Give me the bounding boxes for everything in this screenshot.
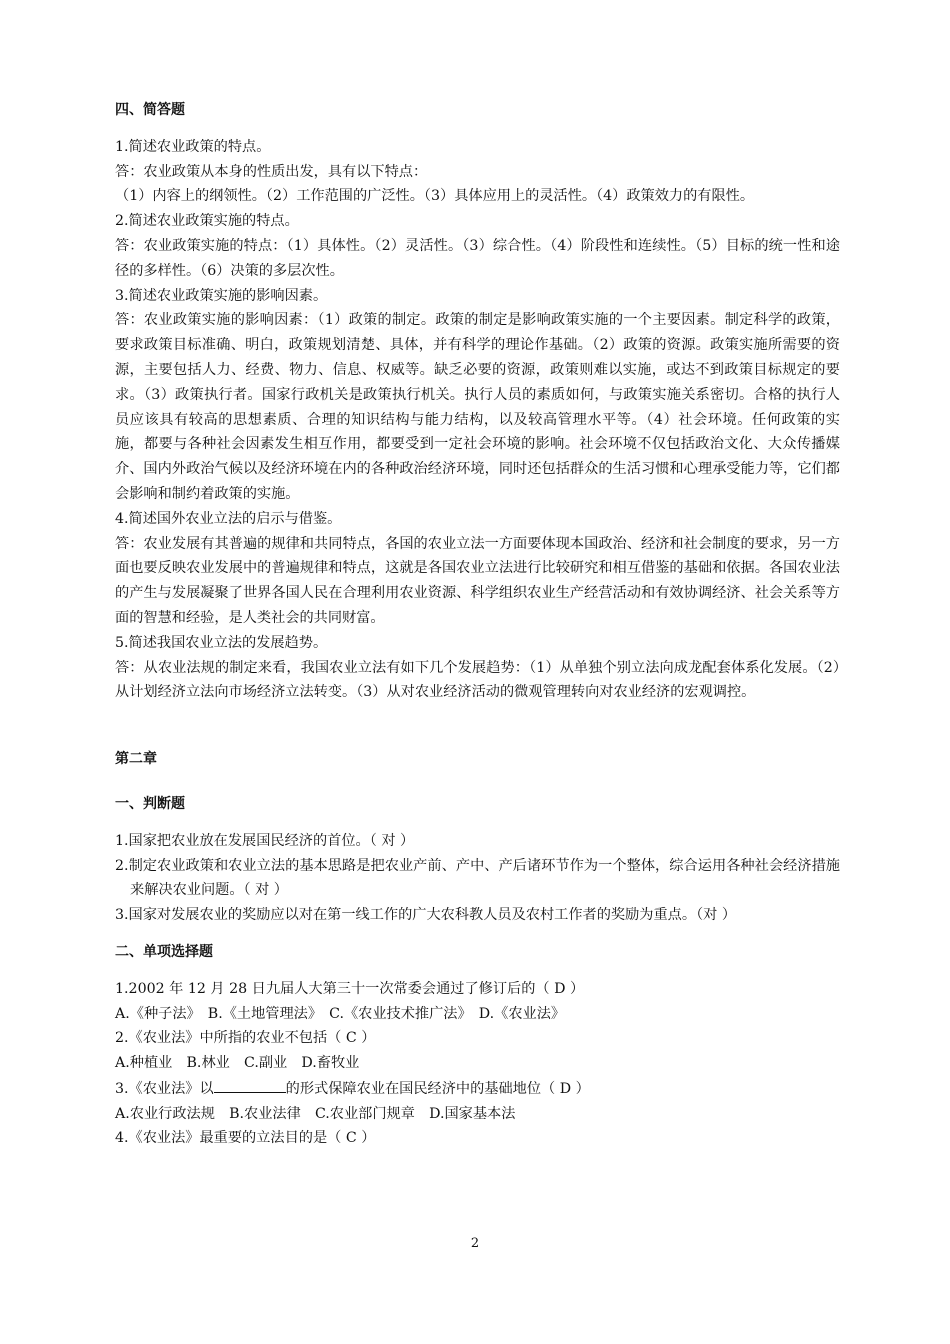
fill-in-blank: [214, 1076, 286, 1093]
answer-3: 答：农业政策实施的影响因素：（1）政策的制定。政策的制定是影响政策实施的一个主要因素。制定科学的政策，要求政策目标准确、明白，政策规划清楚、具体，并有科学的理论作基础。（2）政策的资源。政策实施所需要的资源，主要包括人力、经费、物力、信息、权威等。缺乏必要的资源，政策则难以实施，或达不到政策目标规定的要求。（3）政策执行者。国家行政机关是政策执行机关。执行人员的素质如何，与政策实施关系密切。合格的执行人员应该具有较高的思想素质、合理的知识结构与能力结构，以及较高管理水平等。（4）社会环境。任何政策的实施，都要与各种社会因素发生相互作用，都要受到一定社会环境的影响。社会环境不仅包括政治文化、大众传播媒介、国内外政治气候以及经济环境在内的各种政治经济环境，同时还包括群众的生活习惯和心理承受能力等，它们都会影响和制约着政策的实施。: [115, 312, 840, 502]
choice-question-1: 1.2002 年 12 月 28 日九届人大第三十一次常委会通过了修订后的（ D ）: [115, 980, 585, 997]
judge-item-2: 2.制定农业政策和农业立法的基本思路是把农业产前、产中、产后诸环节作为一个整体，综合运用各种社会经济措施来解决农业问题。（ 对 ）: [115, 857, 840, 899]
question-2: 2.简述农业政策实施的特点。: [115, 213, 299, 230]
question-1: 1.简述农业政策的特点。: [115, 138, 271, 155]
section-heading-choice: 二、单项选择题: [115, 943, 213, 960]
question-4: 4.简述国外农业立法的启示与借鉴。: [115, 510, 342, 527]
question-3: 3.简述农业政策实施的影响因素。: [115, 287, 328, 304]
choice-options-1: A.《种子法》 B.《土地管理法》 C.《农业技术推广法》 D.《农业法》: [115, 1005, 566, 1022]
page-content: [115, 98, 840, 1151]
choice-options-2: A.种植业 B.林业 C.副业 D.畜牧业: [115, 1055, 360, 1072]
chapter-heading: 第二章: [115, 751, 157, 768]
answer-1-intro: 答：农业政策从本身的性质出发，具有以下特点：: [115, 163, 428, 180]
answer-5: 答：从农业法规的制定来看，我国农业立法有如下几个发展趋势：（1）从单独个别立法向成龙配套体系化发展。（2）从计划经济立法向市场经济立法转变。（3）从对农业经济活动的微观管理转向对农业经济的宏观调控。: [115, 659, 840, 701]
section-heading-short-answer: 四、简答题: [115, 102, 185, 118]
choice-question-3: [115, 1076, 840, 1102]
choice-question-2: 2.《农业法》中所指的农业不包括（ C ）: [115, 1030, 376, 1047]
choice-question-4: 4.《农业法》最重要的立法目的是（ C ）: [115, 1130, 376, 1147]
judge-item-1: 1.国家把农业放在发展国民经济的首位。（ 对 ）: [115, 832, 415, 849]
page-number: 2: [470, 1236, 480, 1251]
choice-options-3: A.农业行政法规 B.农业法律 C.农业部门规章 D.国家基本法: [115, 1105, 516, 1122]
choice-question-3-prefix: 3.《农业法》以: [115, 1080, 214, 1097]
section-heading-judge: 一、判断题: [115, 795, 185, 812]
answer-2: 答：农业政策实施的特点：（1）具体性。（2）灵活性。（3）综合性。（4）阶段性和连续性。（5）目标的统一性和途径的多样性。（6）决策的多层次性。: [115, 237, 840, 279]
judge-item-3: 3.国家对发展农业的奖励应以对在第一线工作的广大农科教人员及农村工作者的奖励为重点。（对 ）: [115, 907, 737, 924]
answer-4: 答：农业发展有其普遍的规律和共同特点，各国的农业立法一方面要体现本国政治、经济和社会制度的要求，另一方面也要反映农业发展中的普遍规律和特点，这就是各国农业立法进行比较研究和相互借鉴的基础和依据。各国农业法的产生与发展凝聚了世界各国人民在合理利用农业资源、科学组织农业生产经营活动和有效协调经济、社会关系等方面的智慧和经验，是人类社会的共同财富。: [115, 535, 840, 626]
choice-question-3-suffix: 的形式保障农业在国民经济中的基础地位（ D ）: [285, 1080, 590, 1097]
question-5: 5.简述我国农业立法的发展趋势。: [115, 634, 328, 651]
answer-1-points: （1）内容上的纲领性。（2）工作范围的广泛性。（3）具体应用上的灵活性。（4）政策效力的有限性。: [115, 188, 755, 205]
